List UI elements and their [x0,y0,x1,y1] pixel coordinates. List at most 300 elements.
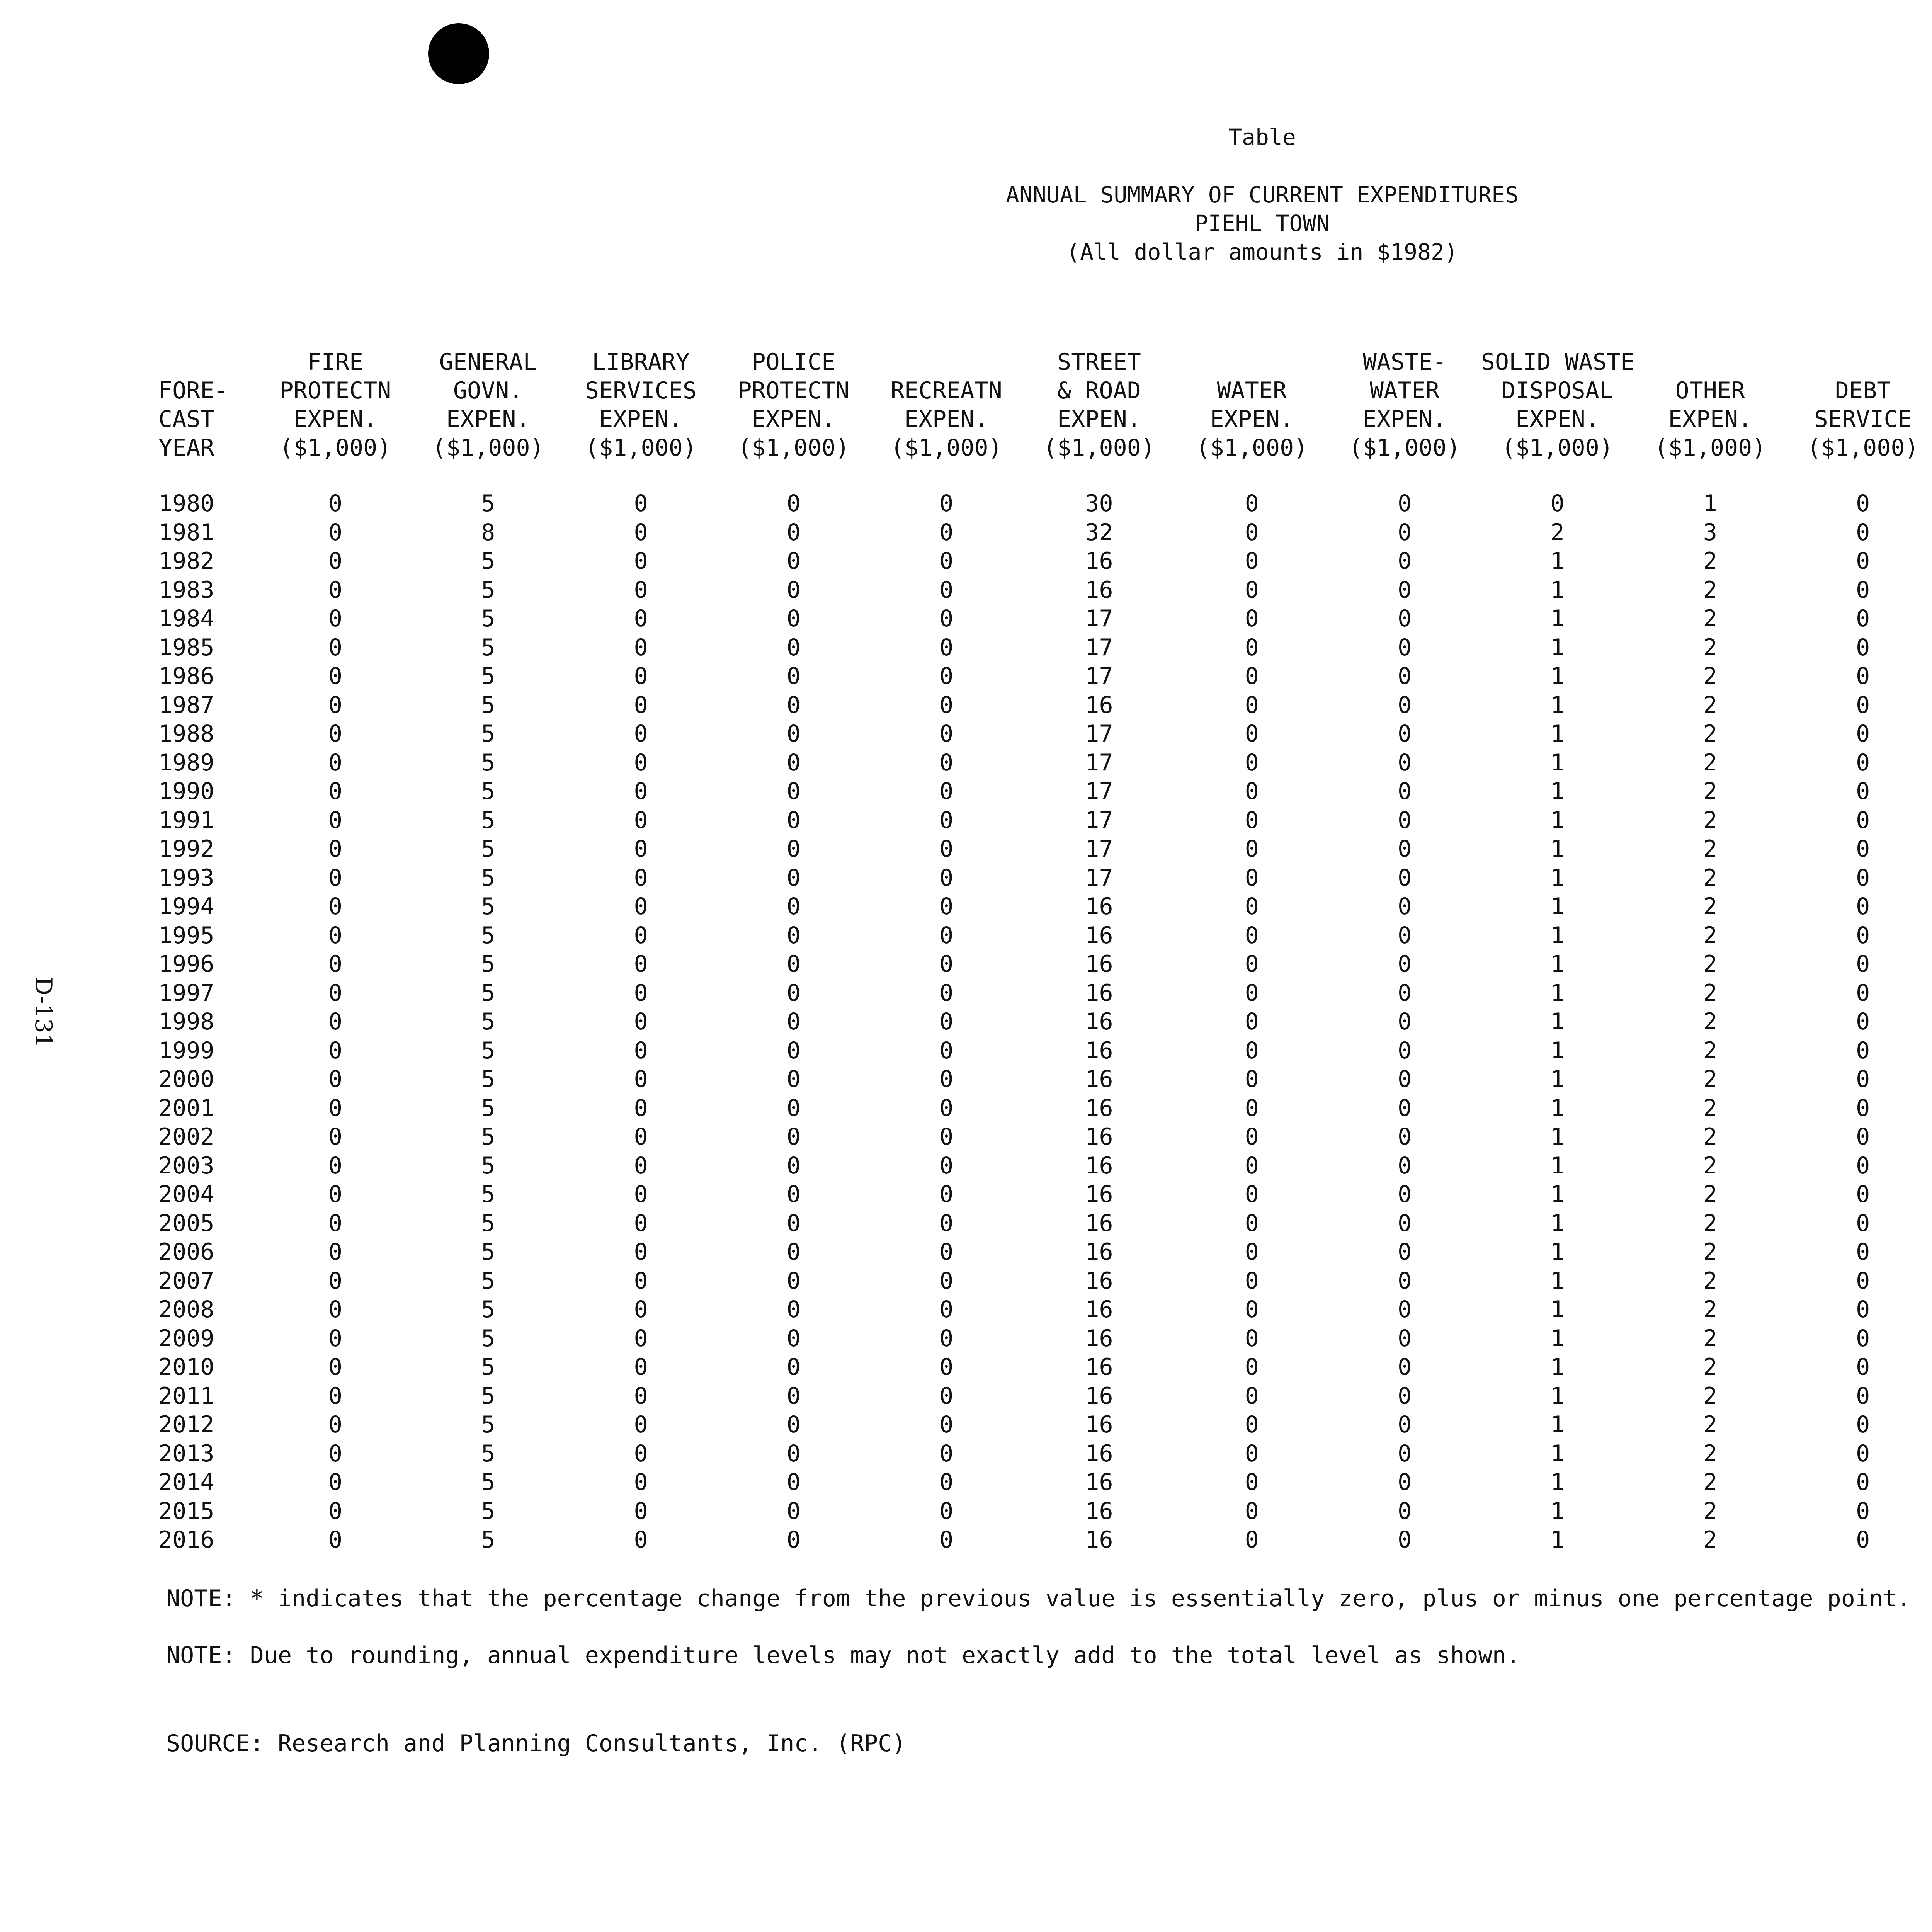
column-header-cell: EXPEN. [1668,406,1752,433]
value-cell: 0 [1856,1526,1870,1553]
value-cell: 0 [328,778,342,805]
column-header-cell [1634,348,1786,376]
value-cell: 16 [1085,922,1113,949]
value-cell: 5 [481,1037,495,1064]
value-cell: 5 [481,1411,495,1438]
value-cell: 0 [634,835,648,862]
column-header-cell: SERVICES [585,377,697,404]
value-cell: 1 [1550,605,1565,632]
column-header-cell [158,348,259,376]
table-heading: Table [1228,124,1296,150]
column-header-cell: WASTE- [1362,349,1447,376]
column-header-cell: WATER [1217,377,1287,404]
value-cell: 0 [634,548,648,575]
value-cell: 1 [1550,1325,1565,1352]
value-cell: 0 [786,1238,801,1265]
value-cell: 0 [1245,979,1259,1007]
value-cell: 0 [1245,576,1259,604]
table-row [158,547,1932,576]
value-cell: 0 [1856,720,1870,747]
value-cell: 16 [1085,1037,1113,1064]
value-cell: 0 [1245,778,1259,805]
value-cell: 0 [939,720,954,747]
value-cell: 16 [1085,1440,1113,1467]
value-cell: 0 [786,1037,801,1064]
value-cell: 0 [1245,1526,1259,1553]
value-cell: 0 [1398,1325,1412,1352]
value-cell: 0 [1398,1066,1412,1093]
value-cell: 5 [481,1354,495,1381]
value-cell: 0 [1856,806,1870,834]
value-cell: 0 [328,1152,342,1179]
value-cell: 0 [1398,1267,1412,1294]
value-cell: 1 [1550,951,1565,978]
value-cell: 0 [939,778,954,805]
value-cell: 0 [939,979,954,1007]
value-cell: 0 [1398,605,1412,632]
value-cell: 1 [1550,720,1565,747]
value-cell: 16 [1085,1469,1113,1496]
table-row [158,691,1932,720]
value-cell: 0 [1245,691,1259,719]
value-cell: 5 [481,778,495,805]
value-cell: 0 [939,835,954,862]
value-cell: 2 [1703,634,1717,661]
value-cell: 5 [481,1094,495,1122]
value-cell: 16 [1085,979,1113,1007]
table-row [158,633,1932,662]
value-cell: 16 [1085,1209,1113,1237]
value-cell: 0 [786,1497,801,1525]
value-cell: 0 [1856,519,1870,546]
value-cell: 0 [939,864,954,891]
value-cell: 0 [1245,634,1259,661]
value-cell: 0 [634,1238,648,1265]
value-cell: 0 [634,1209,648,1237]
value-cell: 1 [1550,1037,1565,1064]
value-cell: 16 [1085,1066,1113,1093]
value-cell: 0 [328,922,342,949]
value-cell: 1 [1550,979,1565,1007]
value-cell: 0 [1245,720,1259,747]
value-cell: 16 [1085,548,1113,575]
value-cell: 1 [1550,1267,1565,1294]
value-cell: 1 [1550,1094,1565,1122]
value-cell: 0 [939,1094,954,1122]
column-header-cell: EXPEN. [1362,406,1447,433]
value-cell: 1 [1550,778,1565,805]
value-cell: 0 [1856,691,1870,719]
value-cell: 0 [1245,1037,1259,1064]
value-cell: 0 [634,1440,648,1467]
year-cell: 1982 [158,548,214,575]
column-header-cell: ($1,000) [585,434,697,461]
value-cell: 0 [786,1411,801,1438]
table-row [158,1151,1932,1180]
column-header-cell: YEAR [158,434,214,461]
value-cell: 1 [1550,1497,1565,1525]
value-cell: 5 [481,1209,495,1237]
value-cell: 0 [786,1066,801,1093]
year-cell: 2011 [158,1382,214,1410]
value-cell: 0 [328,1296,342,1323]
value-cell: 0 [786,1152,801,1179]
column-header-cell: GOVN. [453,377,523,404]
value-cell: 2 [1703,1469,1717,1496]
value-cell: 0 [328,1008,342,1035]
report-subtitle-town: PIEHL TOWN [1194,210,1330,236]
column-header-cell: & ROAD [1057,377,1141,404]
value-cell: 0 [786,778,801,805]
value-cell: 0 [1398,778,1412,805]
value-cell: 0 [939,1123,954,1150]
value-cell: 5 [481,1152,495,1179]
value-cell: 0 [634,1094,648,1122]
column-header-cell: EXPEN. [446,406,530,433]
value-cell: 0 [634,1066,648,1093]
value-cell: 0 [786,1325,801,1352]
value-cell: 5 [481,576,495,604]
table-row [158,1267,1932,1296]
value-cell: 0 [1398,951,1412,978]
value-cell: 0 [939,691,954,719]
value-cell: 2 [1703,1094,1717,1122]
year-cell: 2009 [158,1325,214,1352]
value-cell: 0 [939,663,954,690]
year-cell: 2002 [158,1123,214,1150]
value-cell: 0 [939,1325,954,1352]
value-cell: 0 [1856,749,1870,776]
value-cell: 0 [786,1382,801,1410]
value-cell: 0 [1856,1411,1870,1438]
value-cell: 1 [1550,1066,1565,1093]
value-cell: 2 [1703,749,1717,776]
value-cell: 1 [1550,835,1565,862]
value-cell: 0 [939,922,954,949]
value-cell: 0 [1245,835,1259,862]
value-cell: 5 [481,1238,495,1265]
value-cell: 0 [1856,951,1870,978]
value-cell: 0 [1398,1152,1412,1179]
value-cell: 0 [939,1382,954,1410]
value-cell: 0 [634,605,648,632]
year-cell: 1986 [158,663,214,690]
value-cell: 2 [1703,1267,1717,1294]
value-cell: 0 [634,691,648,719]
value-cell: 2 [1703,1497,1717,1525]
value-cell: 0 [939,1238,954,1265]
year-cell: 1993 [158,864,214,891]
value-cell: 0 [786,1469,801,1496]
value-cell: 0 [1245,663,1259,690]
value-cell: 0 [1856,979,1870,1007]
table-row [158,979,1932,1008]
column-header-cell [1787,348,1932,376]
value-cell: 2 [1703,663,1717,690]
value-cell: 5 [481,634,495,661]
value-cell: 16 [1085,1152,1113,1179]
value-cell: 0 [328,605,342,632]
table-row [158,1007,1932,1036]
value-cell: 1 [1550,1382,1565,1410]
table-row [158,518,1932,547]
value-cell: 0 [939,634,954,661]
value-cell: 0 [786,1123,801,1150]
value-cell: 1 [1550,893,1565,920]
value-cell: 17 [1085,835,1113,862]
value-cell: 0 [328,1325,342,1352]
value-cell: 0 [786,663,801,690]
value-cell: 0 [786,1267,801,1294]
value-cell: 0 [939,806,954,834]
value-cell: 0 [786,1296,801,1323]
value-cell: 5 [481,979,495,1007]
value-cell: 2 [1703,1209,1717,1237]
value-cell: 16 [1085,1497,1113,1525]
year-cell: 1989 [158,749,214,776]
column-header-cell: ($1,000) [1349,434,1461,461]
value-cell: 0 [634,1354,648,1381]
value-cell: 0 [634,1037,648,1064]
value-cell: 17 [1085,749,1113,776]
value-cell: 16 [1085,1094,1113,1122]
value-cell: 0 [634,1008,648,1035]
value-cell: 0 [786,835,801,862]
value-cell: 0 [1856,1469,1870,1496]
column-header-cell: FIRE [307,349,364,376]
table-row [158,1353,1932,1382]
value-cell: 0 [328,1526,342,1553]
value-cell: 0 [1398,548,1412,575]
value-cell: 0 [328,1094,342,1122]
value-cell: 5 [481,951,495,978]
value-cell: 0 [1245,749,1259,776]
column-header-cell: STREET [1057,349,1141,376]
value-cell: 2 [1703,576,1717,604]
value-cell: 2 [1703,1181,1717,1208]
value-cell: 2 [1703,806,1717,834]
value-cell: 0 [1245,806,1259,834]
source-line: SOURCE: Research and Planning Consultants, Inc. (RPC) [166,1730,906,1757]
column-header-cell [1175,348,1328,376]
value-cell: 0 [939,1037,954,1064]
value-cell: 0 [1398,806,1412,834]
value-cell: 0 [1398,1497,1412,1525]
value-cell: 0 [328,519,342,546]
value-cell: 1 [1550,1181,1565,1208]
column-header-cell: ($1,000) [738,434,850,461]
table-row [158,576,1932,605]
year-cell: 2007 [158,1267,214,1294]
value-cell: 1 [1550,1238,1565,1265]
value-cell: 32 [1085,519,1113,546]
value-cell: 0 [939,951,954,978]
value-cell: 0 [634,951,648,978]
value-cell: 0 [939,490,954,517]
value-cell: 0 [1398,749,1412,776]
value-cell: 2 [1703,691,1717,719]
value-cell: 0 [1398,979,1412,1007]
year-cell: 2000 [158,1066,214,1093]
value-cell: 16 [1085,1296,1113,1323]
value-cell: 0 [1398,1123,1412,1150]
table-row [158,1468,1932,1497]
table-row [158,1180,1932,1209]
value-cell: 0 [1398,691,1412,719]
value-cell: 0 [634,519,648,546]
value-cell: 2 [1703,1325,1717,1352]
value-cell: 1 [1550,634,1565,661]
value-cell: 17 [1085,663,1113,690]
value-cell: 0 [328,691,342,719]
value-cell: 0 [786,605,801,632]
value-cell: 0 [1398,519,1412,546]
value-cell: 0 [328,893,342,920]
value-cell: 16 [1085,1526,1113,1553]
year-cell: 1990 [158,778,214,805]
value-cell: 0 [1398,1181,1412,1208]
column-header-cell: DISPOSAL [1502,377,1613,404]
value-cell: 2 [1703,922,1717,949]
year-cell: 1991 [158,806,214,834]
value-cell: 0 [634,806,648,834]
value-cell: 0 [634,1325,648,1352]
value-cell: 0 [1398,922,1412,949]
column-header-cell: ($1,000) [1502,434,1613,461]
table-row [158,1497,1932,1526]
table-row [158,604,1932,633]
value-cell: 0 [1245,1181,1259,1208]
value-cell: 0 [1398,893,1412,920]
value-cell: 0 [786,951,801,978]
column-header-cell: ($1,000) [890,434,1002,461]
year-cell: 2010 [158,1354,214,1381]
value-cell: 0 [1856,576,1870,604]
header-row [158,434,1932,489]
value-cell: 0 [1856,605,1870,632]
year-cell: 2015 [158,1497,214,1525]
year-cell: 1981 [158,519,214,546]
value-cell: 0 [1245,1296,1259,1323]
value-cell: 0 [786,720,801,747]
value-cell: 0 [634,1497,648,1525]
expenditure-table [158,348,1932,1554]
value-cell: 17 [1085,778,1113,805]
value-cell: 0 [1856,663,1870,690]
table-header [158,348,1932,489]
column-header-cell: ($1,000) [1654,434,1766,461]
table-row [158,1410,1932,1439]
value-cell: 0 [1398,1354,1412,1381]
value-cell: 0 [1398,1094,1412,1122]
value-cell: 0 [939,1354,954,1381]
value-cell: 0 [939,1152,954,1179]
value-cell: 0 [939,1066,954,1093]
column-header-cell: ($1,000) [279,434,391,461]
value-cell: 0 [939,1411,954,1438]
table-row [158,864,1932,893]
table-row [158,1439,1932,1468]
column-header-cell: ($1,000) [1807,434,1919,461]
value-cell: 0 [634,1411,648,1438]
year-cell: 2001 [158,1094,214,1122]
year-cell: 2003 [158,1152,214,1179]
table-row [158,892,1932,921]
table-body [158,489,1932,1554]
value-cell: 0 [1245,1382,1259,1410]
value-cell: 0 [1245,519,1259,546]
value-cell: 0 [1398,1238,1412,1265]
value-cell: 0 [328,663,342,690]
value-cell: 0 [786,922,801,949]
value-cell: 0 [328,1238,342,1265]
value-cell: 2 [1703,1354,1717,1381]
value-cell: 0 [786,548,801,575]
value-cell: 0 [939,1440,954,1467]
year-cell: 1983 [158,576,214,604]
value-cell: 0 [634,1152,648,1179]
value-cell: 0 [786,893,801,920]
value-cell: 0 [786,1008,801,1035]
value-cell: 0 [1856,835,1870,862]
value-cell: 0 [786,749,801,776]
value-cell: 2 [1703,1152,1717,1179]
value-cell: 0 [1398,1526,1412,1553]
value-cell: 0 [1245,605,1259,632]
column-header-cell: EXPEN. [1210,406,1294,433]
value-cell: 0 [634,1123,648,1150]
year-cell: 1994 [158,893,214,920]
value-cell: 5 [481,835,495,862]
table-row [158,921,1932,950]
value-cell: 2 [1703,979,1717,1007]
column-header-cell: EXPEN. [599,406,683,433]
value-cell: 1 [1550,1411,1565,1438]
column-header-cell: RECREATN [890,377,1002,404]
value-cell: 1 [1550,806,1565,834]
value-cell: 0 [1856,893,1870,920]
value-cell: 0 [1856,1037,1870,1064]
value-cell: 0 [634,720,648,747]
value-cell: 5 [481,1008,495,1035]
header-row [158,405,1932,434]
column-header-cell: WATER [1369,377,1440,404]
year-cell: 2014 [158,1469,214,1496]
year-cell: 2006 [158,1238,214,1265]
value-cell: 16 [1085,1238,1113,1265]
value-cell: 16 [1085,951,1113,978]
year-cell: 2004 [158,1181,214,1208]
value-cell: 0 [786,806,801,834]
value-cell: 0 [1245,1440,1259,1467]
value-cell: 16 [1085,1325,1113,1352]
value-cell: 5 [481,490,495,517]
table-row [158,719,1932,748]
value-cell: 0 [1856,1066,1870,1093]
value-cell: 5 [481,1296,495,1323]
value-cell: 0 [939,1181,954,1208]
table-row [158,806,1932,835]
value-cell: 1 [1550,1296,1565,1323]
value-cell: 0 [1245,1411,1259,1438]
value-cell: 5 [481,1267,495,1294]
value-cell: 0 [634,663,648,690]
value-cell: 0 [634,576,648,604]
value-cell: 0 [1856,1152,1870,1179]
value-cell: 5 [481,1440,495,1467]
value-cell: 0 [634,1526,648,1553]
value-cell: 0 [939,1296,954,1323]
